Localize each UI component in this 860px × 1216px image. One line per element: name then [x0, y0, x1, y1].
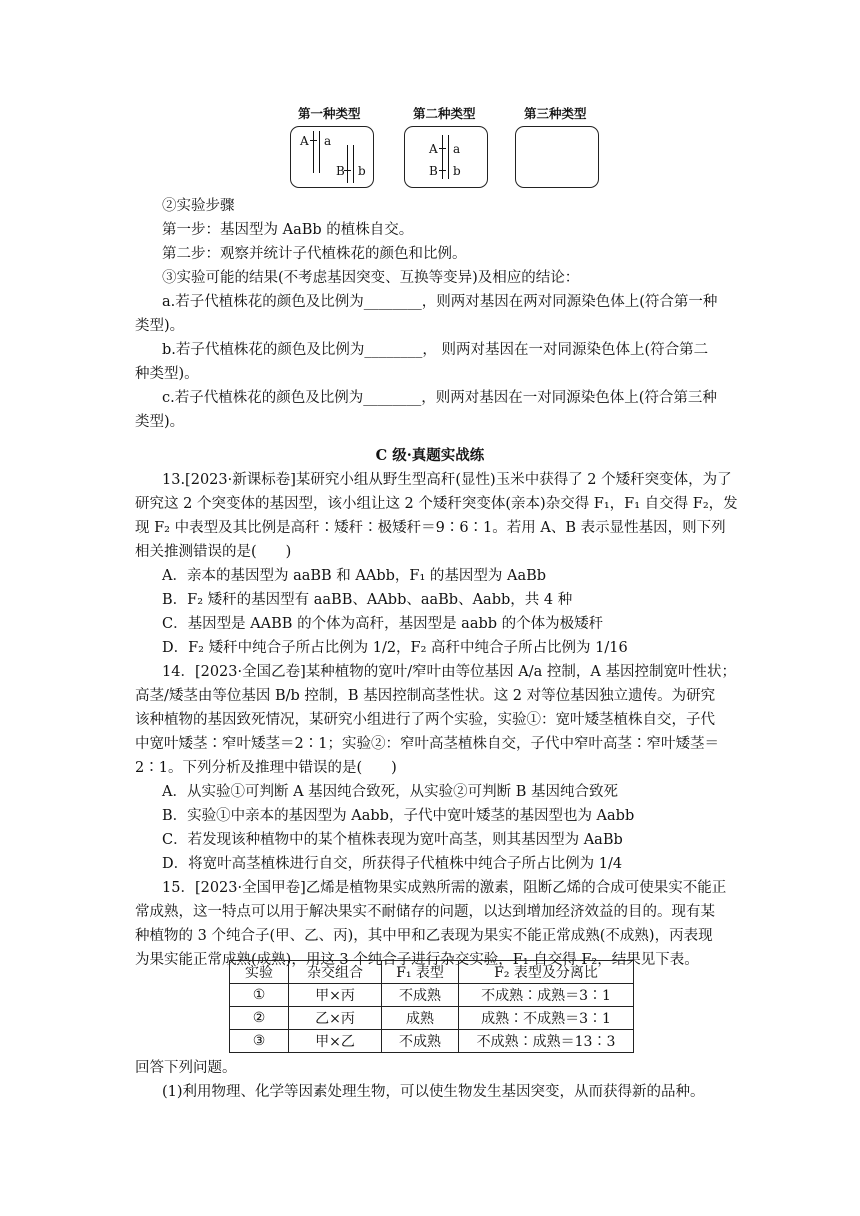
q15-line-4: 为果实能正常成熟(成熟)，用这 3 个纯合子进行杂交实验，F₁ 自交得 F₂，结果见下表。: [135, 952, 699, 968]
q14-option-a: A．从实验①可判断 A 基因纯合致死，从实验②可判断 B 基因纯合致死: [162, 784, 619, 800]
q13-line-1: 13.[2023·新课标卷]某研究小组从野生型高秆(显性)玉米中获得了 2 个矮秆突变体，为了: [162, 472, 732, 488]
q15-part-1: (1)利用物理、化学等因素处理生物，可以使生物发生基因突变，从而获得新的品种。: [162, 1084, 705, 1100]
q14-line-2: 高茎/矮茎由等位基因 B/b 控制，B 基因控制高茎性状。这 2 对等位基因独立遗传。为研究: [135, 688, 716, 704]
chromosome: [442, 135, 443, 179]
chromosome: [313, 131, 314, 173]
type-1-box: [290, 126, 374, 188]
gene-label: a: [324, 134, 332, 148]
type-1-title: 第一种类型: [298, 106, 361, 121]
q15-line-3: 种植物的 3 个纯合子(甲、乙、丙)，其中甲和乙表现为果实不能正常成熟(不成熟)，丙表现: [135, 928, 713, 944]
table-header: F₁ 表型: [382, 961, 459, 984]
table-cell: 甲×乙: [289, 1030, 382, 1053]
q14-line-5: 2∶1。下列分析及推理中错误的是( ): [135, 760, 397, 776]
table-cell: 乙×丙: [289, 1007, 382, 1030]
table-header: 杂交组合: [289, 961, 382, 984]
gene-label: A: [300, 134, 309, 148]
q14-option-c: C．若发现该种植物中的某个植株表现为宽叶高茎，则其基因型为 AaBb: [162, 832, 623, 848]
answer-intro: 回答下列问题。: [135, 1060, 237, 1076]
table-header: 实验: [230, 961, 289, 984]
q14-line-1: 14．[2023·全国乙卷]某种植物的宽叶/窄叶由等位基因 A/a 控制，A 基因控制宽叶性状；: [162, 664, 736, 680]
table-header-row: [230, 961, 634, 984]
chromosome: [353, 145, 354, 183]
table-row: [230, 1030, 634, 1053]
table-cell: ②: [230, 1007, 289, 1030]
results-heading: ③实验可能的结果(不考虑基因突变、互换等变异)及相应的结论：: [162, 270, 580, 286]
result-a-line-1: a.若子代植株花的颜色及比例为________，则两对基因在两对同源染色体上(符合第一种: [162, 294, 718, 310]
table-cell: 不成熟∶成熟＝13∶3: [459, 1030, 634, 1053]
q13-option-a: A．亲本的基因型为 aaBB 和 AAbb，F₁ 的基因型为 AaBb: [162, 568, 547, 584]
q14-line-4: 中宽叶矮茎∶窄叶矮茎＝2∶1；实验②：窄叶高茎植株自交，子代中窄叶高茎∶窄叶矮茎＝: [135, 736, 719, 752]
result-c-line-2: 类型)。: [135, 414, 185, 430]
table-cell: 不成熟: [382, 984, 459, 1007]
result-a-line-2: 类型)。: [135, 318, 185, 334]
gene-label: B: [429, 164, 438, 178]
type-3-box: [515, 126, 599, 188]
gene-label: B: [336, 164, 345, 178]
section-title: C 级·真题实战练: [375, 447, 485, 464]
type-2-box: [404, 126, 488, 188]
table-cell: ①: [230, 984, 289, 1007]
q13-line-3: 现 F₂ 中表型及其比例是高秆∶矮秆∶极矮秆＝9∶6∶1。若用 A、B 表示显性基因，则下列: [135, 520, 726, 536]
q13-option-c: C．基因型是 AABB 的个体为高秆，基因型是 aabb 的个体为极矮秆: [162, 616, 604, 632]
step-heading: ②实验步骤: [162, 198, 235, 214]
result-b-line-1: b.若子代植株花的颜色及比例为________， 则两对基因在一对同源染色体上(符合第二: [162, 342, 709, 358]
q15-line-2: 常成熟，这一特点可以用于解决果实不耐储存的问题，以达到增加经济效益的目的。现有某: [135, 904, 715, 920]
result-c-line-1: c.若子代植株花的颜色及比例为________，则两对基因在一对同源染色体上(符合第三种: [162, 390, 717, 406]
q14-option-d: D．将宽叶高茎植株进行自交，所获得子代植株中纯合子所占比例为 1/4: [162, 856, 623, 872]
type-3-title: 第三种类型: [524, 106, 587, 121]
table-cell: 成熟∶不成熟＝3∶1: [459, 1007, 634, 1030]
q13-option-d: D．F₂ 矮秆中纯合子所占比例为 1/2，F₂ 高秆中纯合子所占比例为 1/16: [162, 640, 628, 656]
q14-line-3: 该种植物的基因致死情况，某研究小组进行了两个实验，实验①：宽叶矮茎植株自交，子代: [135, 712, 715, 728]
q13-option-b: B．F₂ 矮秆的基因型有 aaBB、AAbb、aaBb、Aabb，共 4 种: [162, 592, 573, 608]
chromosome: [319, 131, 320, 173]
table-row: [230, 1007, 634, 1030]
q15-line-1: 15．[2023·全国甲卷]乙烯是植物果实成熟所需的激素，阻断乙烯的合成可使果实不能正: [162, 880, 727, 896]
table-cell: 成熟: [382, 1007, 459, 1030]
table-cell: 不成熟∶成熟＝3∶1: [459, 984, 634, 1007]
gene-label: a: [453, 142, 461, 156]
q13-line-2: 研究这 2 个突变体的基因型，该小组让这 2 个矮秆突变体(亲本)杂交得 F₁，F₁ 自交得 F₂，发: [135, 496, 738, 512]
chromosome: [448, 135, 449, 179]
table-cell: 甲×丙: [289, 984, 382, 1007]
q14-option-b: B．实验①中亲本的基因型为 Aabb，子代中宽叶矮茎的基因型也为 Aabb: [162, 808, 635, 824]
chromosome: [347, 145, 348, 183]
result-b-line-2: 种类型)。: [135, 366, 199, 382]
table-cell: 不成熟: [382, 1030, 459, 1053]
step-1: 第一步：基因型为 AaBb 的植株自交。: [162, 222, 414, 238]
results-table: [229, 960, 634, 1053]
type-2-title: 第二种类型: [413, 106, 476, 121]
step-2: 第二步：观察并统计子代植株花的颜色和比例。: [162, 246, 467, 262]
gene-label: b: [453, 164, 461, 178]
gene-label: b: [358, 164, 366, 178]
q13-line-4: 相关推测错误的是( ): [135, 544, 292, 560]
table-header: F₂ 表型及分离比: [459, 961, 634, 984]
table-cell: ③: [230, 1030, 289, 1053]
table-row: [230, 984, 634, 1007]
gene-label: A: [429, 142, 438, 156]
